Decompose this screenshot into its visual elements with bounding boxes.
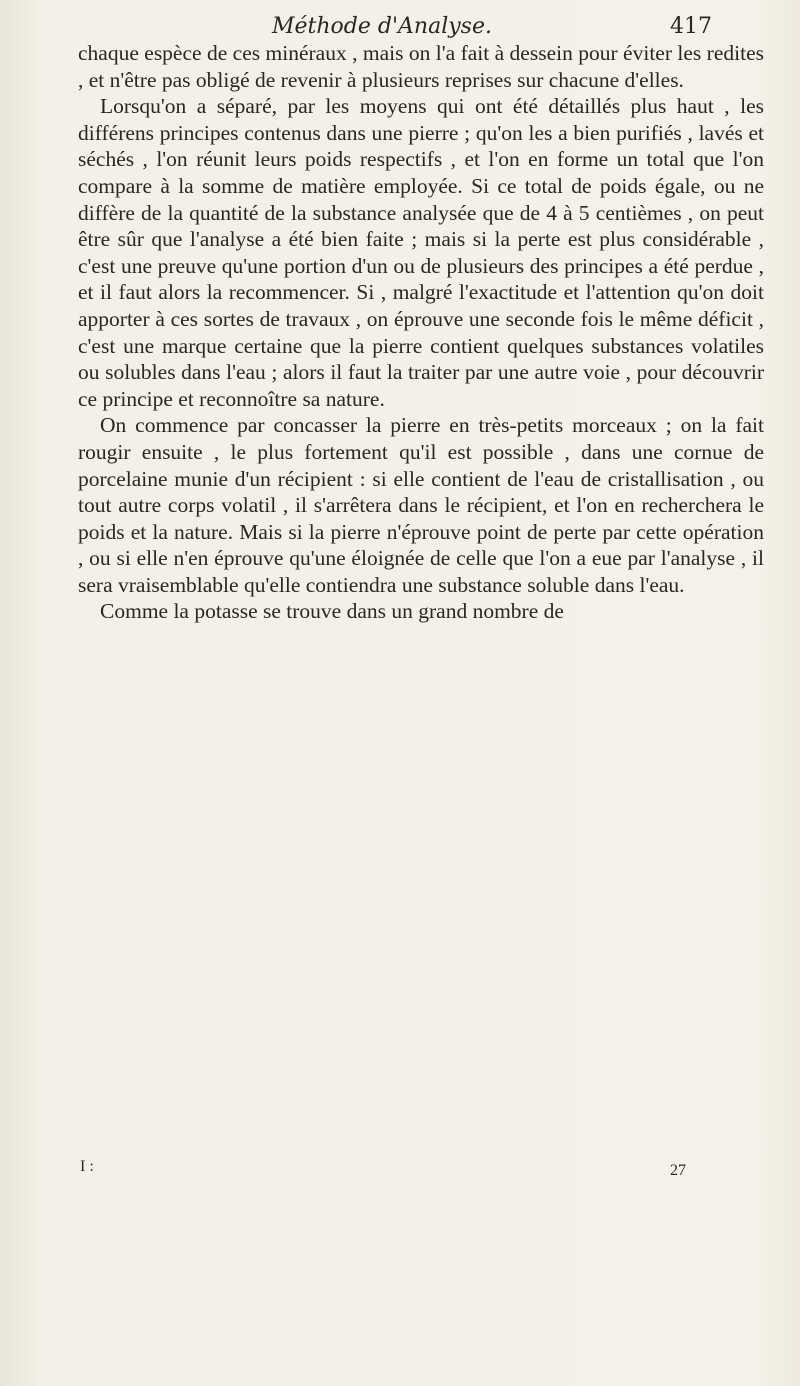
gathering-number: 27 [670,1162,686,1179]
running-title: Méthode d'Analyse. [272,14,492,39]
page-footer [78,1158,764,1186]
running-header [272,10,712,40]
signature-mark: I : [80,1158,94,1175]
page-number: 417 [670,14,712,39]
paragraph-2: Lorsqu'on a séparé, par les moyens qui ont été détaillés plus haut , les différens principes contenus dans une pierre ; qu'on les a bien purifiés , lavés et séchés , l'on réunit leurs poids respectifs , et l'on en forme un total que l'on compare à la somme de matière employée. Si ce total de poids égale, ou ne diffère de la quantité de la substance analysée que de 4 à 5 centièmes , on peut être sûr que l'analyse a été bien faite ; mais si la perte est plus considérable , c'est une preuve qu'une portion d'un ou de plusieurs des principes a été perdue , et il faut alors la recommencer. Si , malgré l'exactitude et l'attention qu'on doit apporter à ces sortes de travaux , on éprouve une seconde fois le même déficit , c'est une marque certaine que la pierre contient quelques substances volatiles ou solubles dans l'eau ; alors il faut la traiter par une autre voie , pour découvrir ce principe et reconnoître sa nature. [78,94,764,411]
paragraph-1: chaque espèce de ces minéraux , mais on l'a fait à dessein pour éviter les redites , et n'être pas obligé de revenir à plusieurs reprises sur chacune d'elles. [78,41,764,92]
body-text [78,40,764,625]
paragraph-3: On commence par concasser la pierre en très-petits morceaux ; on la fait rougir ensuite , le plus fortement qu'il est possible , dans une cornue de porcelaine munie d'un récipient : si elle contient de l'eau de cristallisation , ou tout autre corps volatil , il s'arrêtera dans le récipient, et l'on en recherchera le poids et la nature. Mais si la pierre n'éprouve point de perte par cette opération , ou si elle n'en éprouve qu'une éloignée de celle que l'on a eue par l'analyse , il sera vraisemblable qu'elle contiendra une substance soluble dans l'eau. [78,413,764,597]
paragraph-4: Comme la potasse se trouve dans un grand nombre de [100,599,564,624]
